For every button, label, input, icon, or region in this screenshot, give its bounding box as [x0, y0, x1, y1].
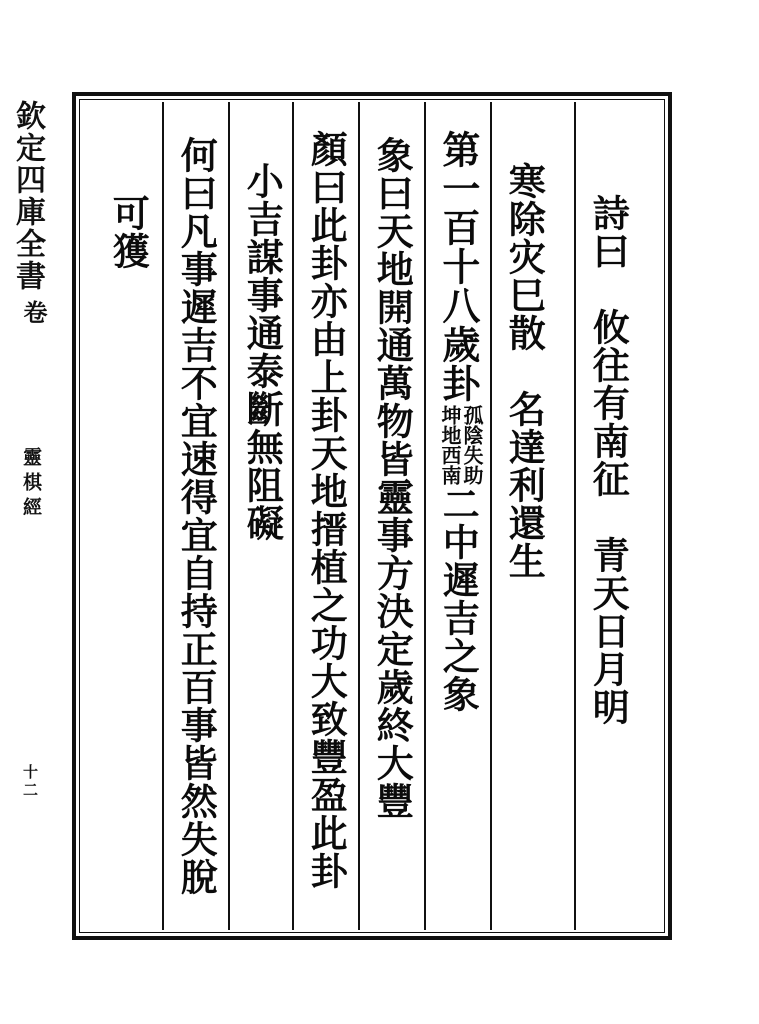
text-columns: [84, 102, 660, 930]
spine-page-number: 十二: [21, 764, 39, 800]
text-block-frame: [72, 92, 672, 940]
column-yan-commentary: [292, 102, 358, 930]
column-text: 顏曰此卦亦由上卦天地搢植之功大致豐盈此卦: [304, 130, 349, 890]
spine-title: 欽定四庫全書: [10, 100, 45, 292]
column-text: 詩曰 攸往有南征 青天日月明: [586, 194, 631, 726]
interlinear-note: [438, 405, 482, 485]
column-poem-line-1: [574, 102, 660, 930]
column-he-commentary: [162, 102, 228, 930]
column-text: 象曰天地開通萬物皆靈事方決定歲終大豐: [370, 136, 415, 820]
column-xiang-commentary: [358, 102, 424, 930]
column-text: 第一百十八歲卦: [435, 130, 481, 403]
column-text: 寒除灾巳散 名達利還生: [502, 162, 547, 580]
spine-column: [0, 92, 72, 940]
note-line-right: 孤陰失助: [460, 405, 484, 485]
column-divination-note: [228, 102, 292, 930]
column-text: 何曰凡事遲吉不宜速得宜自持正百事皆然失脫: [174, 136, 219, 896]
column-text: 小吉謀事通泰斷無阻礙: [240, 162, 285, 542]
spine-book-title: 靈棋經: [20, 447, 42, 522]
column-hexagram-heading: [424, 102, 490, 930]
column-text: 可獲: [106, 194, 151, 270]
column-continuation: [96, 102, 162, 930]
note-line-left: 坤地西南: [438, 405, 462, 485]
column-text-tail: 二中遲吉之象: [436, 485, 481, 713]
column-poem-line-2: [490, 102, 574, 930]
spine-volume: 卷: [19, 300, 48, 326]
